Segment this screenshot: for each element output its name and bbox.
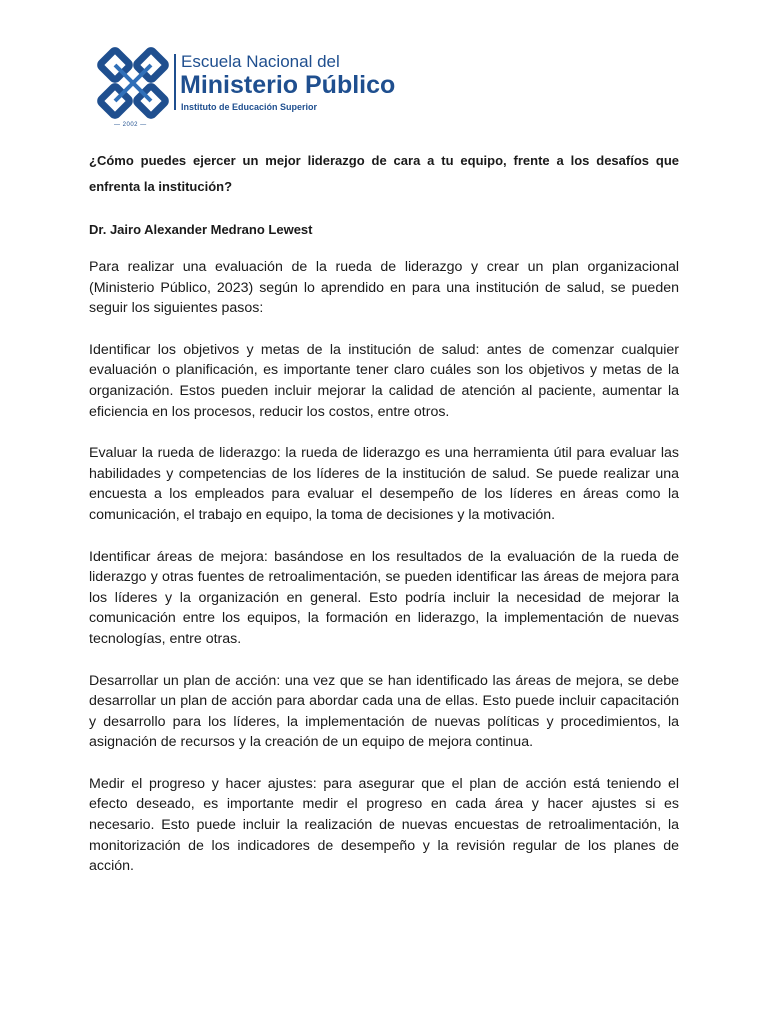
logo-title-line1: Escuela Nacional del (181, 52, 340, 71)
ministerio-publico-logo-icon (96, 46, 170, 120)
institution-logo (96, 44, 436, 134)
logo-title-line2: Ministerio Público (180, 71, 396, 99)
logo-year: — 2002 — (114, 122, 147, 128)
paragraph-action-plan: Desarrollar un plan de acción: una vez que se han identificado las áreas de mejora, se debe desarrollar un plan de acción para abordar cada una de ellas. Esto puede incluir capacitación y desarrollo para los líderes, la implementación de nuevas políticas y procedimientos, la asignación de recursos y la creación de un equipo de mejora continua. (89, 672, 679, 751)
paragraph-improvement-areas: Identificar áreas de mejora: basándose en los resultados de la evaluación de la rueda de liderazgo y otras fuentes de retroalimentación, se pueden identificar las áreas de mejora para los líderes y la organización en general. Esto podría incluir la necesidad de mejorar la comunicación entre los equipos, la formación en liderazgo, la implementación de nuevas tecnologías, entre otras. (89, 548, 679, 647)
paragraph-measure-progress: Medir el progreso y hacer ajustes: para asegurar que el plan de acción está teniendo el efecto deseado, es importante medir el progreso en cada área y hacer ajustes si es necesario. Esto puede incluir la realización de nuevas encuestas de retroalimentación, la monitorización de los indicadores de desempeño y la revisión regular de los planes de acción. (89, 775, 679, 875)
document-question: ¿Cómo puedes ejercer un mejor liderazgo de cara a tu equipo, frente a los desafíos que enfrenta la institución? (89, 153, 679, 194)
logo-divider (174, 54, 176, 110)
document-body (89, 257, 679, 898)
document-author: Dr. Jairo Alexander Medrano Lewest (89, 222, 313, 237)
paragraph-objectives: Identificar los objetivos y metas de la institución de salud: antes de comenzar cualquier evaluación o planificación, es importante tener claro cuáles son los objetivos y metas de la organización. Estos pueden incluir mejorar la calidad de atención al paciente, aumentar la eficiencia en los procesos, reducir los costos, entre otros. (89, 341, 679, 420)
paragraph-evaluate-wheel: Evaluar la rueda de liderazgo: la rueda de liderazgo es una herramienta útil para evaluar las habilidades y competencias de los líderes de la institución de salud. Se puede realizar una encuesta a los empleados para evaluar el desempeño de los líderes en áreas como la comunicación, el trabajo en equipo, la toma de decisiones y la motivación. (89, 445, 679, 523)
paragraph-intro: Para realizar una evaluación de la rueda de liderazgo y crear un plan organizacional (Ministerio Público, 2023) según lo aprendido en para una institución de salud, se pueden seguir los siguientes pasos: (89, 259, 679, 317)
logo-subtitle: Instituto de Educación Superior (181, 102, 318, 112)
